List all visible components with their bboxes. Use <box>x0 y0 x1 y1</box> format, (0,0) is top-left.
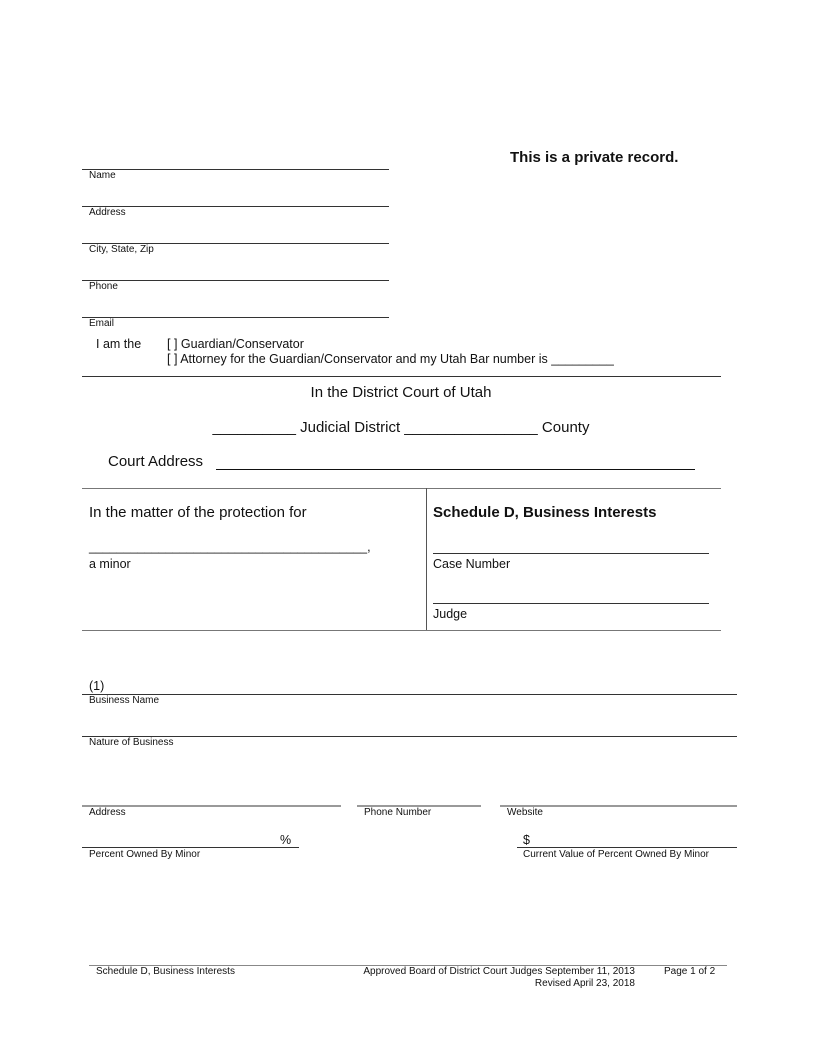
business-address-label: Address <box>89 807 126 818</box>
district-county-line[interactable]: __________ Judicial District ________________ County <box>212 419 590 436</box>
document-title: Schedule D, Business Interests <box>433 504 657 521</box>
name-label: Name <box>89 170 116 181</box>
name-line[interactable] <box>82 169 389 170</box>
business-name-line[interactable] <box>82 694 737 695</box>
address-line[interactable] <box>82 206 389 207</box>
footer-approved: Approved Board of District Court Judges September 11, 2013 <box>363 966 635 977</box>
phone-line[interactable] <box>82 280 389 281</box>
email-line[interactable] <box>82 317 389 318</box>
i-am-the-label: I am the <box>96 337 142 351</box>
case-number-line[interactable] <box>433 553 709 554</box>
nature-label: Nature of Business <box>89 737 174 748</box>
caption-bottom-line <box>82 630 721 631</box>
judge-line[interactable] <box>433 603 709 604</box>
dollar-symbol: $ <box>523 833 530 847</box>
attorney-option[interactable]: [ ] Attorney for the Guardian/Conservator and my Utah Bar number is _________ <box>167 352 614 366</box>
phone-label: Phone <box>89 281 118 292</box>
court-title: In the District Court of Utah <box>310 384 492 401</box>
footer-title: Schedule D, Business Interests <box>96 966 235 977</box>
page-number: Page 1 of 2 <box>664 966 716 977</box>
guardian-option[interactable]: [ ] Guardian/Conservator <box>167 337 304 351</box>
case-number-label: Case Number <box>433 557 511 571</box>
minor-label: a minor <box>89 557 131 571</box>
private-record-notice: This is a private record. <box>510 149 679 166</box>
address-label: Address <box>89 207 126 218</box>
caption-top-line <box>82 488 721 489</box>
business-name-label: Business Name <box>89 695 160 706</box>
caption-divider <box>426 488 427 630</box>
percent-symbol: % <box>280 833 292 847</box>
business-index: (1) <box>89 679 105 693</box>
judge-label: Judge <box>433 607 468 621</box>
percent-owned-line[interactable] <box>82 847 299 848</box>
percent-owned-label: Percent Owned By Minor <box>89 849 201 860</box>
email-label: Email <box>89 318 115 329</box>
website-label: Website <box>507 807 543 818</box>
minor-name-blank[interactable]: ________________________________________, <box>89 540 371 554</box>
matter-label: In the matter of the protection for <box>89 504 307 521</box>
court-address-line[interactable] <box>216 469 695 470</box>
current-value-label: Current Value of Percent Owned By Minor <box>523 849 710 860</box>
city-state-zip-label: City, State, Zip <box>89 244 154 255</box>
nature-line[interactable] <box>82 736 737 737</box>
court-address-label: Court Address <box>108 453 204 470</box>
phone-number-label: Phone Number <box>364 807 432 818</box>
divider <box>82 376 721 377</box>
current-value-line[interactable] <box>517 847 737 848</box>
footer-revised: Revised April 23, 2018 <box>534 978 635 989</box>
